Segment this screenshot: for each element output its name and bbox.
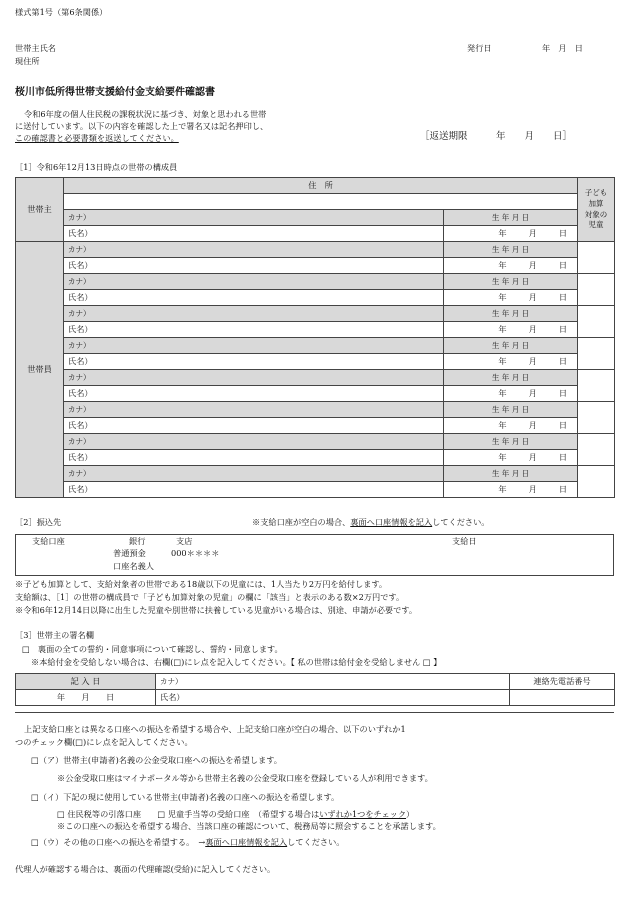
address-label: 現住所 [15, 56, 40, 66]
member-child-addition [578, 306, 615, 338]
member-dob[interactable]: 年 月 日 [444, 418, 578, 434]
entry-date[interactable]: 年 月 日 [16, 690, 156, 706]
member-dob[interactable]: 年 月 日 [444, 290, 578, 306]
householder-label: 世帯主 [16, 178, 64, 242]
option-a-checkbox[interactable]: □（ア）世帯主(申請者)名義の公金受取口座への振込を希望します。 [31, 755, 282, 765]
reverse-account-link[interactable]: 裏面へ口座情報を記入 [350, 517, 433, 527]
member-name[interactable]: 氏名） [64, 258, 444, 274]
member-child-addition [578, 274, 615, 306]
return-deadline: ［返送期限 年 月 日］ [420, 131, 573, 142]
phone-field[interactable] [510, 690, 615, 706]
note-payment-amount: 支給額は、［1］の世帯の構成員で「子ども加算対象の児童」の欄に「該当」と表示のある数×2万円です。 [15, 592, 405, 602]
reverse-account-link-2[interactable]: 裏面へ口座情報を記入 [205, 837, 288, 847]
member-child-addition [578, 242, 615, 274]
member-child-addition [578, 338, 615, 370]
member-dob-header: 生 年 月 日 [444, 402, 578, 418]
householder-dob[interactable]: 年 月 日 [444, 226, 578, 242]
intro-line-1: 令和6年度の個人住民税の課税状況に基づき、対象と思われる世帯 [24, 109, 267, 119]
form-number: 様式第1号（第6条関係） [15, 7, 108, 17]
member-dob[interactable]: 年 月 日 [444, 258, 578, 274]
decline-checkbox[interactable]: ※本給付金を受給しない場合は、右欄(□)にレ点を記入してください。【 私の世帯は給付金を受給しません □ 】 [31, 657, 442, 667]
member-kana[interactable]: カナ） [64, 306, 444, 322]
member-child-addition [578, 434, 615, 466]
intro-line-3: この確認書と必要書類を返送してください。 [15, 133, 179, 143]
member-kana[interactable]: カナ） [64, 242, 444, 258]
member-dob-header: 生 年 月 日 [444, 370, 578, 386]
member-dob-header: 生 年 月 日 [444, 242, 578, 258]
member-kana[interactable]: カナ） [64, 466, 444, 482]
member-dob-header: 生 年 月 日 [444, 434, 578, 450]
member-name[interactable]: 氏名） [64, 322, 444, 338]
option-i-sub-checkboxes[interactable]: □ 住民税等の引落口座 □ 児童手当等の受給口座 （希望する場合はいずれか1つをチェック） [57, 809, 415, 819]
member-kana[interactable]: カナ） [64, 370, 444, 386]
member-kana[interactable]: カナ） [64, 434, 444, 450]
option-i-checkbox[interactable]: □（イ）下記の現に使用している世帯主(申請者)名義の口座への振込を希望します。 [31, 792, 340, 802]
member-dob[interactable]: 年 月 日 [444, 322, 578, 338]
member-dob-header: 生 年 月 日 [444, 338, 578, 354]
member-kana[interactable]: カナ） [64, 338, 444, 354]
section2-title: ［2］振込先 [15, 517, 62, 527]
entry-date-header: 記 入 日 [16, 674, 156, 690]
intro-line-2: に送付しています。以下の内容を確認した上で署名又は記名押印し、 [15, 121, 269, 131]
member-child-addition [578, 466, 615, 498]
account-label: 支給口座 [32, 536, 65, 546]
section1-title: ［1］令和6年12月13日時点の世帯の構成員 [15, 162, 178, 172]
alt-instructions-1: 上記支給口座とは異なる口座への振込を希望する場合や、上記支給口座が空白の場合、以下のいずれか1 [24, 724, 406, 734]
issue-date-value: 年 月 日 [542, 43, 583, 53]
document-title: 桜川市低所得世帯支援給付金支給要件確認書 [15, 87, 215, 98]
member-dob[interactable]: 年 月 日 [444, 386, 578, 402]
member-child-addition [578, 402, 615, 434]
address-header: 住 所 [64, 178, 578, 194]
member-child-addition [578, 370, 615, 402]
phone-header: 連絡先電話番号 [510, 674, 615, 690]
member-dob[interactable]: 年 月 日 [444, 450, 578, 466]
payment-account-box [15, 534, 614, 576]
account-number: 000＊＊＊＊ [171, 548, 220, 558]
divider [15, 712, 614, 713]
signature-table [15, 673, 615, 706]
member-name[interactable]: 氏名） [64, 386, 444, 402]
section3-title: ［3］世帯主の署名欄 [15, 630, 94, 640]
householder-name-label: 世帯主氏名 [15, 43, 56, 53]
household-members-label: 世帯員 [16, 242, 64, 498]
member-kana[interactable]: カナ） [64, 402, 444, 418]
account-holder-label: 口座名義人 [113, 561, 154, 571]
signature-kana[interactable]: カナ） [156, 674, 510, 690]
member-dob-header: 生 年 月 日 [444, 466, 578, 482]
bank-label: 銀行 [129, 536, 146, 546]
member-kana[interactable]: カナ） [64, 274, 444, 290]
householder-name[interactable]: 氏名） [64, 226, 444, 242]
pledge-checkbox[interactable]: □ 裏面の全ての誓約・同意事項について確認し、誓約・同意します。 [22, 644, 283, 654]
member-name[interactable]: 氏名） [64, 290, 444, 306]
member-dob[interactable]: 年 月 日 [444, 354, 578, 370]
member-dob[interactable]: 年 月 日 [444, 482, 578, 498]
branch-label: 支店 [176, 536, 193, 546]
household-members-table [15, 177, 615, 498]
address-field[interactable] [64, 194, 578, 210]
member-name[interactable]: 氏名） [64, 450, 444, 466]
householder-dob-header: 生 年 月 日 [444, 210, 578, 226]
member-dob-header: 生 年 月 日 [444, 306, 578, 322]
option-i-note: ※この口座への振込を希望する場合、当該口座の確認について、税務局等に照会することを承諾します。 [57, 821, 441, 831]
payment-date-label: 支給日 [452, 536, 477, 546]
member-name[interactable]: 氏名） [64, 482, 444, 498]
alt-instructions-2: つのチェック欄(□)にレ点を記入してください。 [15, 737, 193, 747]
householder-kana[interactable]: カナ） [64, 210, 444, 226]
member-name[interactable]: 氏名） [64, 354, 444, 370]
member-name[interactable]: 氏名） [64, 418, 444, 434]
deposit-type: 普通預金 [113, 548, 146, 558]
note-child-addition: ※子ども加算として、支給対象者の世帯である18歳以下の児童には、1人当たり2万円を給付します。 [15, 579, 388, 589]
child-addition-header: 子ども 加算 対象の 児童 [578, 178, 615, 242]
option-u-checkbox[interactable]: □（ウ）その他の口座への振込を希望する。 →裏面へ口座情報を記入してください。 [31, 837, 345, 847]
signature-name[interactable]: 氏名） [156, 690, 510, 706]
option-a-note: ※公金受取口座はマイナポータル等から世帯主名義の公金受取口座を登録している人が利用できます。 [57, 773, 433, 783]
agent-note: 代理人が確認する場合は、裏面の代理確認(受給)に記入してください。 [15, 864, 276, 874]
issue-date-label: 発行日 [467, 43, 492, 53]
account-blank-note: ※支給口座が空白の場合、裏面へ口座情報を記入してください。 [252, 517, 490, 527]
member-dob-header: 生 年 月 日 [444, 274, 578, 290]
note-newborn: ※令和6年12月14日以降に出生した児童や別世帯に扶養している児童がいる場合は、別途、申請が必要です。 [15, 605, 418, 615]
